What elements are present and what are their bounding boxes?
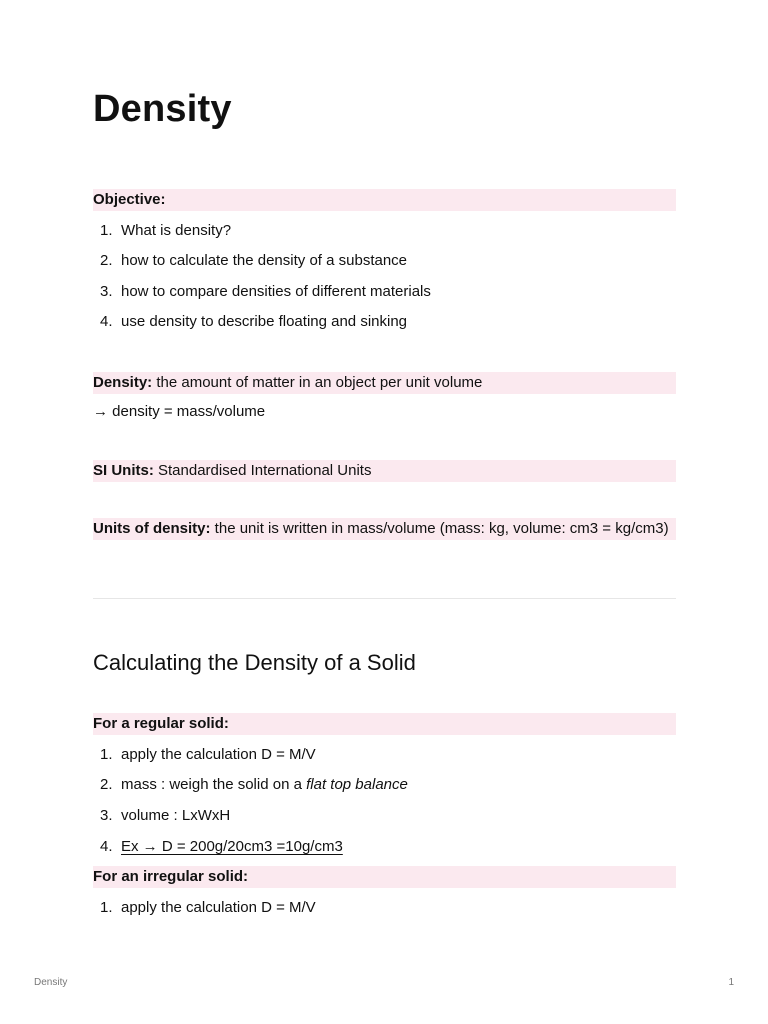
density-label: Density: [93, 374, 153, 391]
objective-label-block [93, 189, 676, 211]
list-item [93, 897, 676, 919]
footer-document-name: Density [34, 977, 68, 988]
list-number: 4. [100, 838, 113, 855]
list-item-text: What is density? [121, 222, 232, 239]
density-definition-block [93, 372, 676, 394]
footer-page-number: 1 [728, 977, 734, 988]
irregular-solid-label: For an irregular solid: [93, 868, 249, 885]
si-units-label: SI Units: [93, 462, 154, 479]
page-title: Density [93, 88, 232, 130]
section-divider [93, 598, 676, 599]
list-number: 2. [100, 776, 113, 793]
section-heading: Calculating the Density of a Solid [93, 650, 416, 675]
list-number: 1. [100, 222, 113, 239]
list-item-text: apply the calculation D = M/V [121, 899, 316, 916]
regular-solid-label-block [93, 713, 676, 735]
units-of-density-label: Units of density: [93, 520, 211, 537]
list-number: 2. [100, 252, 113, 269]
units-of-density-text: the unit is written in mass/volume (mass: kg, volume: cm3 = kg/cm3) [210, 520, 669, 537]
density-formula: → density = mass/volume [93, 403, 266, 420]
example-text: Ex → D = 200g/20cm3 =10g/cm3 [121, 838, 343, 855]
list-item-text: volume : LxWxH [121, 807, 231, 824]
regular-solid-label: For a regular solid: [93, 715, 229, 732]
objective-label: Objective: [93, 191, 166, 208]
irregular-solid-list [93, 897, 676, 919]
list-item [93, 744, 676, 766]
si-units-block [93, 460, 676, 482]
list-number: 1. [100, 746, 113, 763]
list-item-text: apply the calculation D = M/V [121, 746, 316, 763]
list-item [93, 805, 676, 827]
list-number: 4. [100, 313, 113, 330]
list-item [93, 774, 676, 796]
list-item-text: how to calculate the density of a substance [121, 252, 408, 269]
irregular-solid-label-block [93, 866, 676, 888]
list-number: 3. [100, 807, 113, 824]
list-item [93, 220, 676, 242]
density-definition-text: the amount of matter in an object per unit volume [152, 374, 483, 391]
list-item-text: use density to describe floating and sinking [121, 313, 408, 330]
list-item-italic-text: flat top balance [306, 776, 408, 793]
si-units-text: Standardised International Units [153, 462, 372, 479]
list-number: 1. [100, 899, 113, 916]
list-item-text: mass : weigh the solid on a [121, 776, 307, 793]
list-item [93, 281, 676, 303]
regular-solid-list [93, 744, 676, 858]
list-item-text: how to compare densities of different materials [121, 283, 431, 300]
units-of-density-block [93, 518, 676, 540]
list-item [93, 250, 676, 272]
list-item [93, 836, 676, 858]
objective-list [93, 220, 676, 333]
list-item [93, 311, 676, 333]
list-number: 3. [100, 283, 113, 300]
